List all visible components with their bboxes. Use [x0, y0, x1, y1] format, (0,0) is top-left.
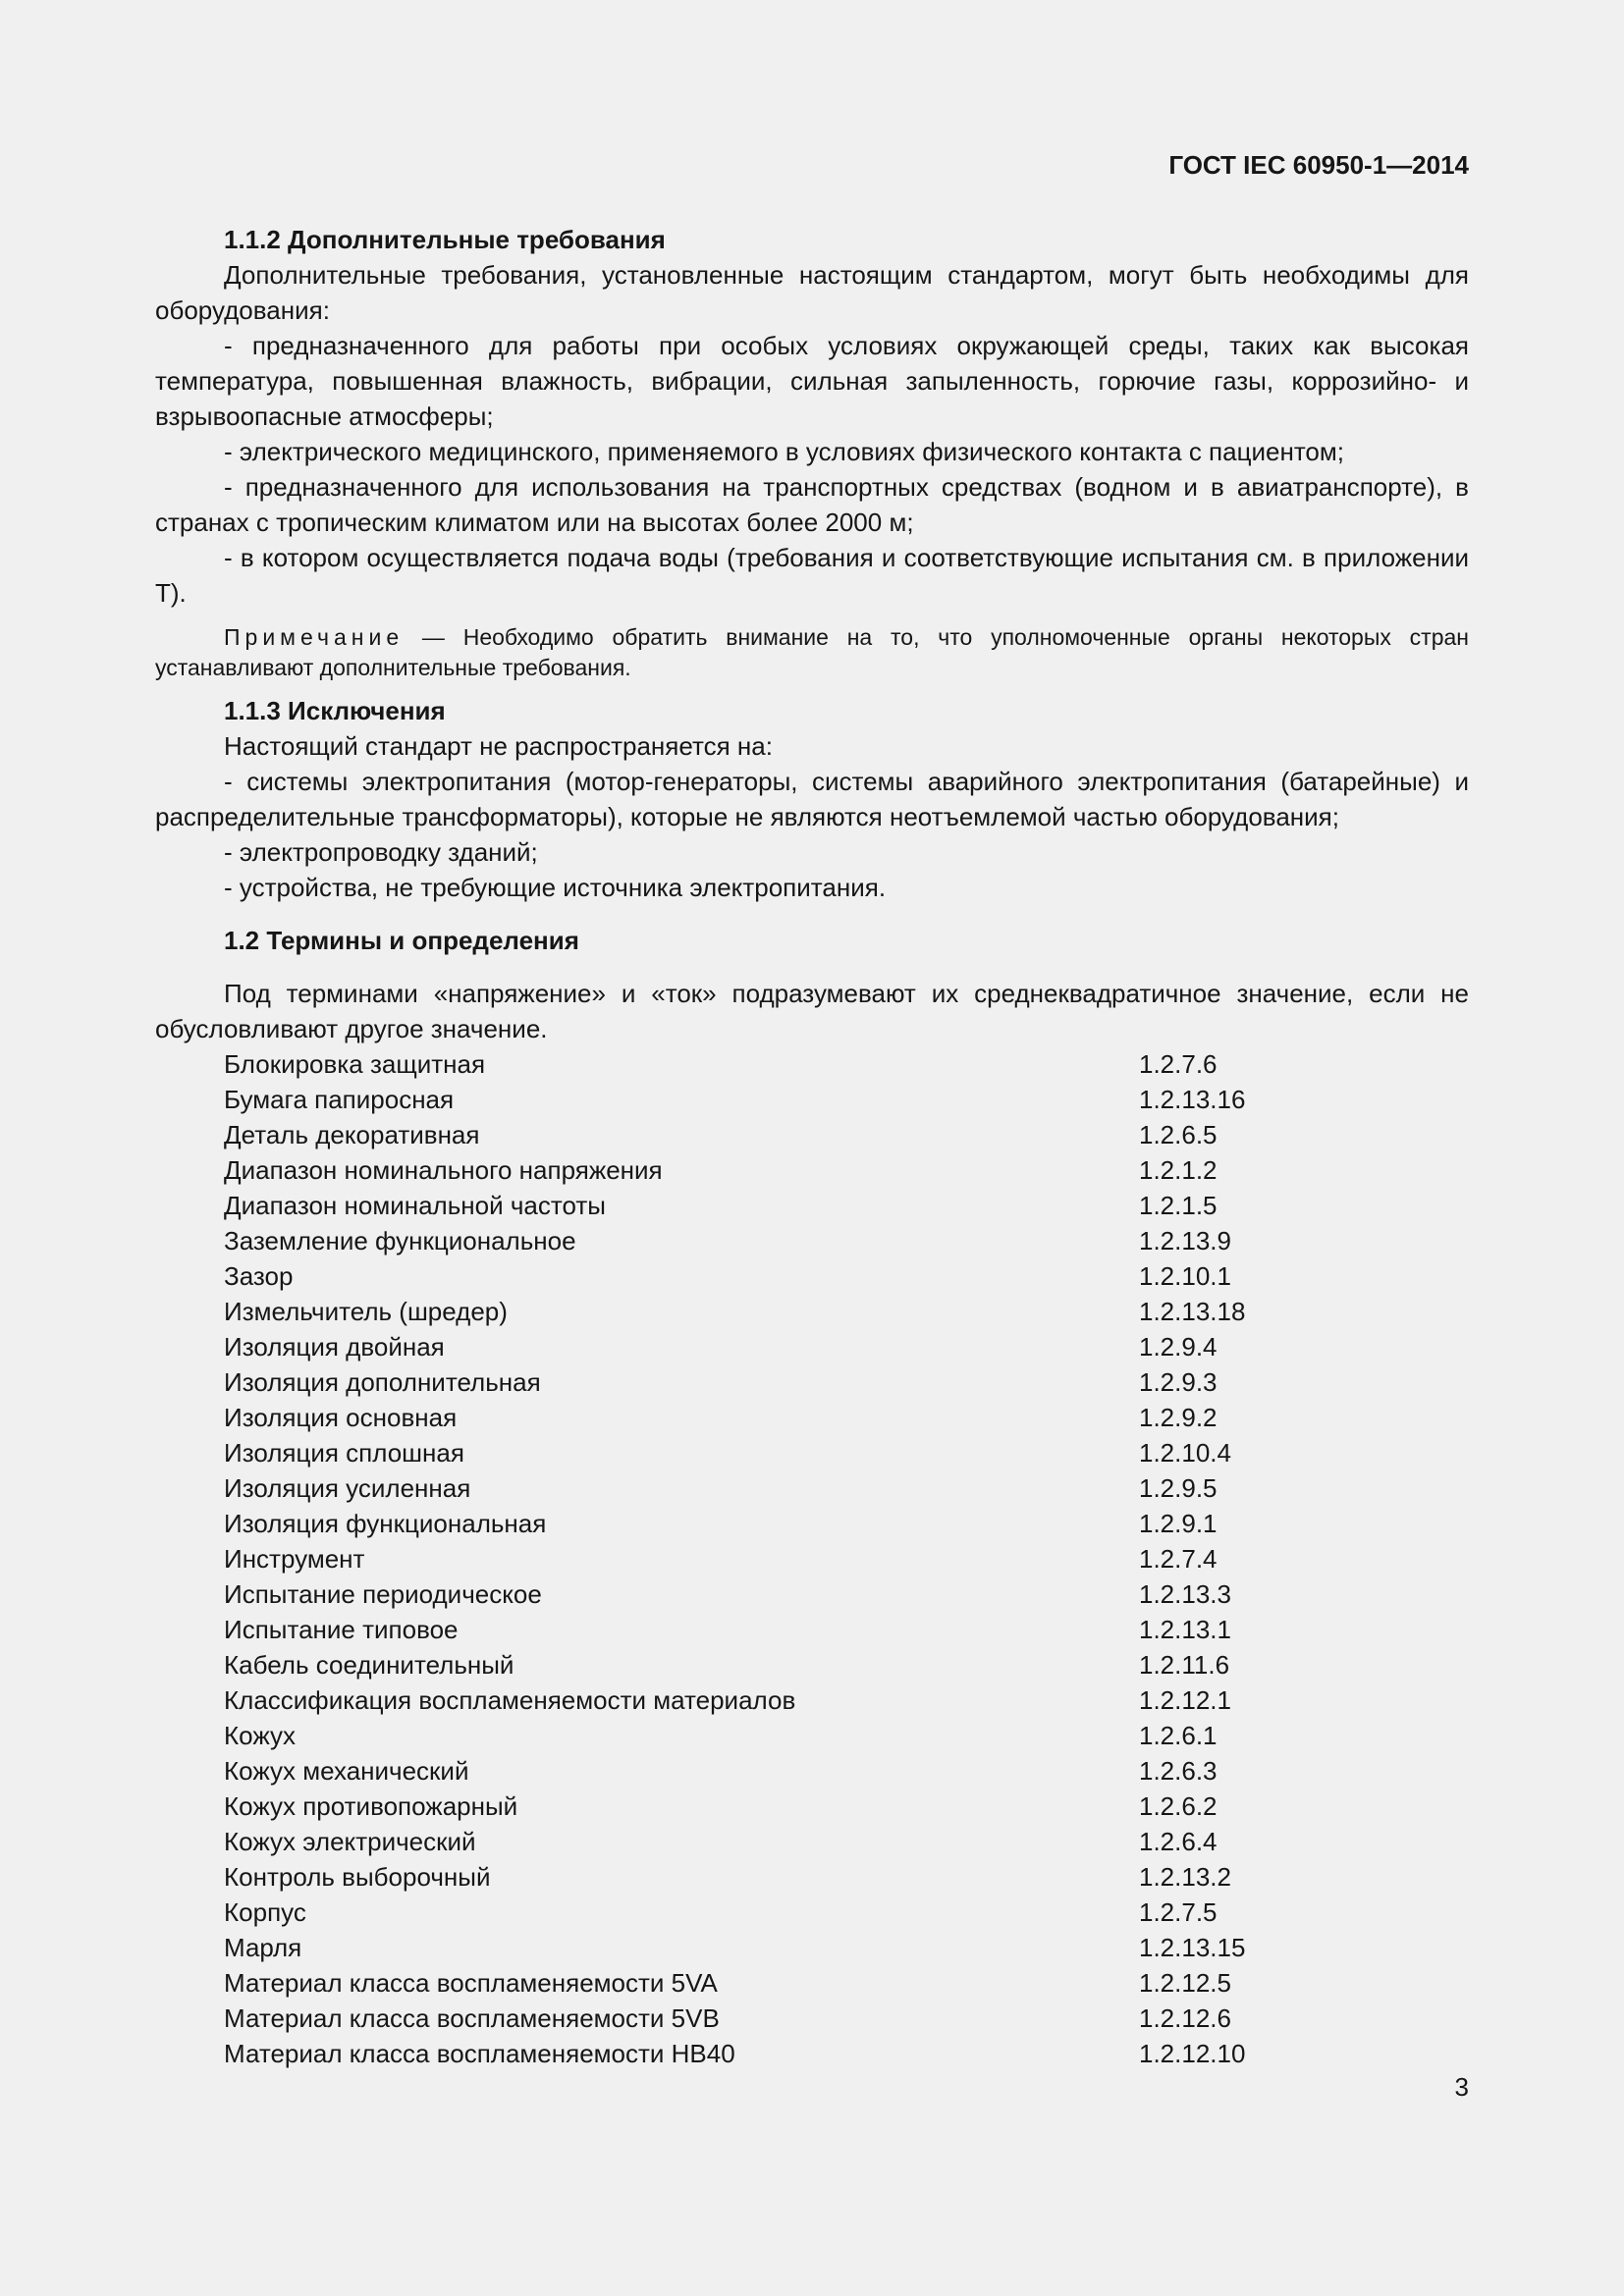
paragraph: Настоящий стандарт не распространяется на:: [224, 731, 773, 761]
term-row: [155, 1152, 1469, 1188]
term-name: Изоляция усиленная: [224, 1473, 471, 1503]
term-reference: 1.2.13.1: [1139, 1615, 1231, 1644]
term-reference: 1.2.1.2: [1139, 1155, 1218, 1185]
term-reference: 1.2.10.1: [1139, 1261, 1231, 1291]
section-heading: 1.2 Термины и определения: [224, 926, 579, 955]
term-reference: 1.2.12.6: [1139, 2003, 1231, 2033]
term-row: [155, 1329, 1469, 1364]
document-code-header: ГОСТ IEC 60950-1—2014: [1168, 150, 1469, 180]
term-row: [155, 1930, 1469, 1965]
term-row: [155, 1046, 1469, 1082]
term-row: [155, 2036, 1469, 2071]
term-row: [155, 1895, 1469, 1930]
section-1-2: [155, 923, 1469, 2071]
section-heading: 1.1.2 Дополнительные требования: [224, 225, 666, 254]
term-name: Классификация воспламеняемости материалов: [224, 1685, 796, 1715]
term-name: Инструмент: [224, 1544, 365, 1574]
page-content: [155, 222, 1469, 2071]
term-name: Диапазон номинальной частоты: [224, 1191, 606, 1220]
term-row: [155, 1824, 1469, 1859]
term-reference: 1.2.6.1: [1139, 1721, 1218, 1750]
section-1-1-3: [155, 693, 1469, 905]
term-reference: 1.2.13.2: [1139, 1862, 1231, 1892]
term-row: [155, 1400, 1469, 1435]
term-name: Кожух электрический: [224, 1827, 476, 1856]
term-name: Изоляция двойная: [224, 1332, 445, 1362]
term-name: Кожух механический: [224, 1756, 469, 1786]
term-reference: 1.2.9.5: [1139, 1473, 1218, 1503]
term-name: Деталь декоративная: [224, 1120, 480, 1149]
term-reference: 1.2.6.3: [1139, 1756, 1218, 1786]
note: [155, 622, 1469, 683]
term-reference: 1.2.13.15: [1139, 1933, 1246, 1962]
note-text: — Необходимо обратить внимание на то, что уполномоченные органы некоторых стран устанавливают дополнительные требования.: [155, 624, 1469, 680]
term-reference: 1.2.6.5: [1139, 1120, 1218, 1149]
term-row: [155, 1117, 1469, 1152]
term-name: Материал класса воспламеняемости 5VB: [224, 2003, 720, 2033]
term-name: Изоляция основная: [224, 1403, 458, 1432]
paragraph: Дополнительные требования, установленные настоящим стандартом, могут быть необходимы для оборудования:: [155, 260, 1469, 325]
list-item: - системы электропитания (мотор-генераторы, системы аварийного электропитания (батарейные) и распределительные трансформаторы), которые не являются неотъемлемой частью оборудования;: [155, 767, 1469, 831]
term-name: Кожух: [224, 1721, 296, 1750]
term-name: Кабель соединительный: [224, 1650, 514, 1680]
term-row: [155, 1470, 1469, 1506]
term-name: Бумага папиросная: [224, 1085, 455, 1114]
term-name: Испытание типовое: [224, 1615, 459, 1644]
term-reference: 1.2.10.4: [1139, 1438, 1231, 1468]
term-name: Контроль выборочный: [224, 1862, 491, 1892]
term-row: [155, 1258, 1469, 1294]
term-reference: 1.2.13.9: [1139, 1226, 1231, 1255]
term-row: [155, 1223, 1469, 1258]
term-name: Корпус: [224, 1897, 306, 1927]
term-row: [155, 1188, 1469, 1223]
term-row: [155, 1506, 1469, 1541]
term-name: Изоляция функциональная: [224, 1509, 547, 1538]
section-heading: 1.1.3 Исключения: [224, 696, 446, 725]
term-row: [155, 1647, 1469, 1682]
term-reference: 1.2.7.4: [1139, 1544, 1218, 1574]
list-item: - устройства, не требующие источника электропитания.: [224, 873, 887, 902]
term-reference: 1.2.12.5: [1139, 1968, 1231, 1998]
term-reference: 1.2.13.18: [1139, 1297, 1246, 1326]
term-reference: 1.2.6.2: [1139, 1791, 1218, 1821]
term-reference: 1.2.9.1: [1139, 1509, 1218, 1538]
term-name: Зазор: [224, 1261, 294, 1291]
term-row: [155, 1753, 1469, 1789]
section-1-1-2: [155, 222, 1469, 683]
term-name: Испытание периодическое: [224, 1579, 542, 1609]
term-reference: 1.2.9.3: [1139, 1367, 1218, 1397]
list-item: - электрического медицинского, применяемого в условиях физического контакта с пациентом;: [224, 437, 1344, 466]
term-name: Материал класса воспламеняемости 5VA: [224, 1968, 718, 1998]
term-reference: 1.2.7.6: [1139, 1049, 1218, 1079]
term-row: [155, 1789, 1469, 1824]
term-row: [155, 1541, 1469, 1576]
paragraph: Под терминами «напряжение» и «ток» подразумевают их среднеквадратичное значение, если не обусловливают другое значение.: [155, 979, 1469, 1043]
page-number: 3: [1454, 2072, 1469, 2102]
term-reference: 1.2.12.10: [1139, 2039, 1246, 2068]
term-row: [155, 2001, 1469, 2036]
terms-index-list: [155, 1046, 1469, 2071]
term-row: [155, 1859, 1469, 1895]
term-name: Диапазон номинального напряжения: [224, 1155, 663, 1185]
term-reference: 1.2.11.6: [1139, 1650, 1230, 1680]
term-row: [155, 1294, 1469, 1329]
term-reference: 1.2.1.5: [1139, 1191, 1218, 1220]
term-row: [155, 1682, 1469, 1718]
term-reference: 1.2.13.16: [1139, 1085, 1246, 1114]
term-reference: 1.2.9.2: [1139, 1403, 1218, 1432]
term-row: [155, 1612, 1469, 1647]
list-item: - электропроводку зданий;: [224, 837, 538, 867]
term-name: Измельчитель (шредер): [224, 1297, 508, 1326]
list-item: - в котором осуществляется подача воды (требования и соответствующие испытания см. в приложении Т).: [155, 543, 1469, 608]
term-row: [155, 1718, 1469, 1753]
term-row: [155, 1082, 1469, 1117]
term-name: Заземление функциональное: [224, 1226, 576, 1255]
term-reference: 1.2.12.1: [1139, 1685, 1231, 1715]
list-item: - предназначенного для использования на транспортных средствах (водном и в авиатранспорте), в странах с тропическим климатом или на высотах более 2000 м;: [155, 472, 1469, 537]
term-row: [155, 1364, 1469, 1400]
term-name: Материал класса воспламеняемости НВ40: [224, 2039, 735, 2068]
term-row: [155, 1965, 1469, 2001]
term-name: Изоляция дополнительная: [224, 1367, 541, 1397]
note-label: Примечание: [224, 624, 405, 650]
term-reference: 1.2.7.5: [1139, 1897, 1218, 1927]
term-reference: 1.2.6.4: [1139, 1827, 1218, 1856]
list-item: - предназначенного для работы при особых условиях окружающей среды, таких как высокая температура, повышенная влажность, вибрации, сильная запыленность, горючие газы, коррозийно- и взрывоопасные атмосферы;: [155, 331, 1469, 431]
term-name: Марля: [224, 1933, 302, 1962]
term-reference: 1.2.13.3: [1139, 1579, 1231, 1609]
term-row: [155, 1435, 1469, 1470]
term-name: Изоляция сплошная: [224, 1438, 464, 1468]
term-name: Блокировка защитная: [224, 1049, 486, 1079]
term-name: Кожух противопожарный: [224, 1791, 518, 1821]
term-row: [155, 1576, 1469, 1612]
term-reference: 1.2.9.4: [1139, 1332, 1218, 1362]
